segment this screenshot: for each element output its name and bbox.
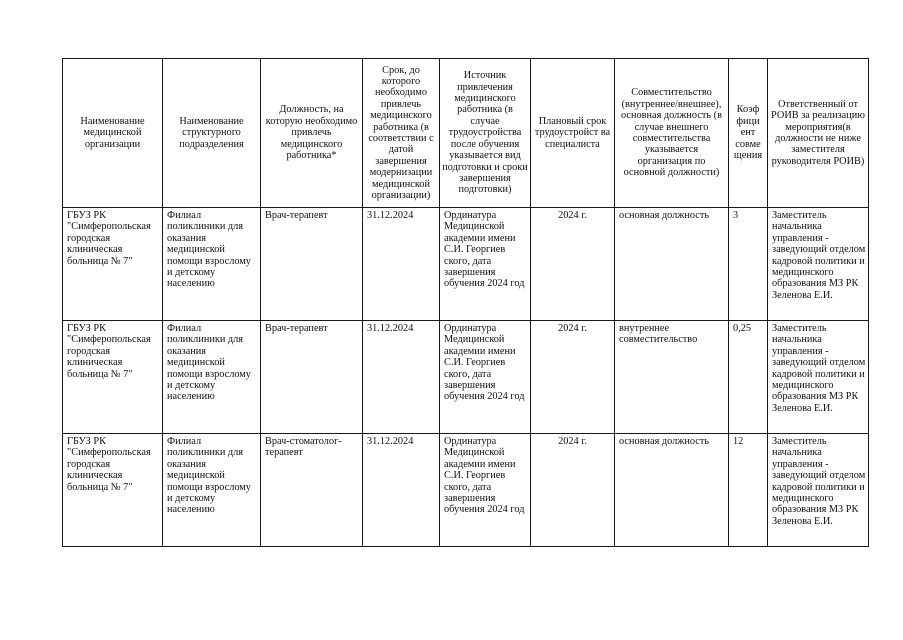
cell-source: Ординатура Медицинской академии имени С.И. Георгиев ского, дата завершения обучения 2024 год xyxy=(440,208,531,321)
header-source: Источник привлечения медицинского работника (в случае трудоустройства после обучения указывается вид подготовки и сроки завершения подготовки) xyxy=(440,59,531,208)
table-row xyxy=(63,321,869,434)
staffing-table xyxy=(62,58,869,547)
cell-deadline: 31.12.2024 xyxy=(363,321,440,434)
cell-coefficient: 0,25 xyxy=(729,321,768,434)
cell-responsible: Заместитель начальника управления - заведующий отделом кадровой политики и медицинского образования МЗ РК Зеленова Е.И. xyxy=(768,321,869,434)
cell-source: Ординатура Медицинской академии имени С.И. Георгиев ского, дата завершения обучения 2024 год xyxy=(440,434,531,547)
header-responsible: Ответственный от РОИВ за реализацию мероприятия(в должности не ниже заместителя руководителя РОИВ) xyxy=(768,59,869,208)
cell-source: Ординатура Медицинской академии имени С.И. Георгиев ского, дата завершения обучения 2024 год xyxy=(440,321,531,434)
header-deadline: Срок, до которого необходимо привлечь медицинского работника (в соответствии с датой завершения модернизации медицинской организации) xyxy=(363,59,440,208)
cell-planned-date: 2024 г. xyxy=(531,434,615,547)
cell-planned-date: 2024 г. xyxy=(531,208,615,321)
cell-position: Врач-стоматолог-терапевт xyxy=(261,434,363,547)
cell-part-time: внутреннее совместительство xyxy=(615,321,729,434)
cell-subdivision: Филиал поликлиники для оказания медицинской помощи взрослому и детскому населению xyxy=(163,321,261,434)
cell-coefficient: 12 xyxy=(729,434,768,547)
cell-subdivision: Филиал поликлиники для оказания медицинской помощи взрослому и детскому населению xyxy=(163,208,261,321)
cell-deadline: 31.12.2024 xyxy=(363,434,440,547)
table-row xyxy=(63,434,869,547)
header-subdivision: Наименование структурного подразделения xyxy=(163,59,261,208)
cell-planned-date: 2024 г. xyxy=(531,321,615,434)
cell-part-time: основная должность xyxy=(615,208,729,321)
cell-position: Врач-терапевт xyxy=(261,321,363,434)
cell-subdivision: Филиал поликлиники для оказания медицинской помощи взрослому и детскому населению xyxy=(163,434,261,547)
cell-deadline: 31.12.2024 xyxy=(363,208,440,321)
cell-responsible: Заместитель начальника управления - заведующий отделом кадровой политики и медицинского образования МЗ РК Зеленова Е.И. xyxy=(768,208,869,321)
cell-position: Врач-терапевт xyxy=(261,208,363,321)
cell-responsible: Заместитель начальника управления - заведующий отделом кадровой политики и медицинского образования МЗ РК Зеленова Е.И. xyxy=(768,434,869,547)
cell-organization: ГБУЗ РК "Симферопольская городская клиническая больница № 7" xyxy=(63,434,163,547)
cell-part-time: основная должность xyxy=(615,434,729,547)
header-planned-date: Плановый срок трудоустройст ва специалиста xyxy=(531,59,615,208)
header-position: Должность, на которую необходимо привлечь медицинского работника* xyxy=(261,59,363,208)
cell-organization: ГБУЗ РК "Симферопольская городская клиническая больница № 7" xyxy=(63,321,163,434)
cell-organization: ГБУЗ РК "Симферопольская городская клиническая больница № 7" xyxy=(63,208,163,321)
table-header-row xyxy=(63,59,869,208)
table-row xyxy=(63,208,869,321)
header-organization: Наименование медицинской организации xyxy=(63,59,163,208)
header-coefficient: Коэф фици ент совме щения xyxy=(729,59,768,208)
cell-coefficient: 3 xyxy=(729,208,768,321)
header-part-time: Совместительство (внутреннее/внешнее), основная должность (в случае внешнего совместительства указывается организация по основной должности) xyxy=(615,59,729,208)
